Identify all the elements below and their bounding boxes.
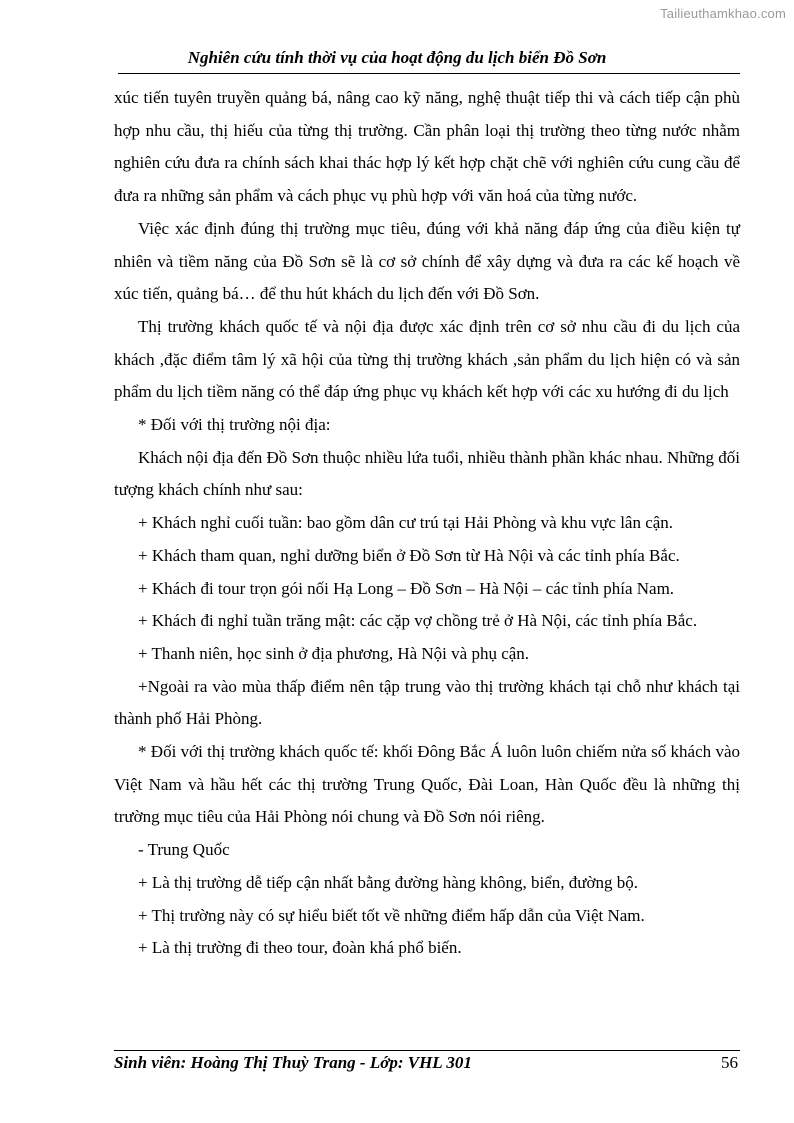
paragraph-continuation: xúc tiến tuyên truyền quảng bá, nâng cao kỹ năng, nghệ thuật tiếp thi và cách tiếp cận phù hợp nhu cầu, thị hiếu của từng thị trường. Cần phân loại thị trường theo từng nước nhằm nghiên cứu đưa ra chính sách khai thác hợp lý kết hợp chặt chẽ với nghiên cứu cung cầu để đưa ra những sản phẩm và cách phục vụ phù hợp với văn hoá của từng nước. (114, 88, 740, 206)
list-item: + Thị trường này có sự hiểu biết tốt về những điểm hấp dẫn của Việt Nam. (138, 905, 645, 925)
paragraph-target-market: Việc xác định đúng thị trường mục tiêu, đúng với khả năng đáp ứng của điều kiện tự nhiên và tiềm năng của Đồ Sơn sẽ là cơ sở chính để xây dựng và đưa ra các kế hoạch về xúc tiến, quảng bá… để thu hút khách du lịch đến với Đồ Sơn. (114, 218, 740, 304)
page-header-title: Nghiên cứu tính thời vụ của hoạt động du lịch biển Đồ Sơn (187, 48, 607, 67)
document-body (114, 82, 740, 965)
footer-divider (114, 1050, 740, 1051)
header-divider (118, 73, 740, 74)
list-item: + Thanh niên, học sinh ở địa phương, Hà Nội và phụ cận. (138, 643, 530, 663)
list-item: + Khách nghỉ cuối tuần: bao gồm dân cư trú tại Hải Phòng và khu vực lân cận. (138, 513, 674, 533)
list-item: + Là thị trường đi theo tour, đoàn khá phổ biến. (138, 938, 462, 958)
footer-author: Sinh viên: Hoàng Thị Thuỳ Trang - Lớp: VHL 301 (114, 1053, 472, 1072)
paragraph-market-basis: Thị trường khách quốc tế và nội địa được xác định trên cơ sở nhu cầu đi du lịch của khách ,đặc điểm tâm lý xã hội của từng thị trường khách ,sản phẩm du lịch hiện có và sản phẩm du lịch tiềm năng có thể đáp ứng phục vụ khách kết hợp với các xu hướng đi du lịch (114, 316, 740, 402)
heading-domestic-market: * Đối với thị trường nội địa: (138, 415, 331, 435)
paragraph-domestic-visitors: Khách nội địa đến Đồ Sơn thuộc nhiều lứa tuổi, nhiều thành phần khác nhau. Những đối tượng khách chính như sau: (114, 447, 740, 500)
heading-international-market: * Đối với thị trường khách quốc tế: khối Đông Bắc Á luôn luôn chiếm nửa số khách vào Việt Nam và hầu hết các thị trường Trung Quốc, Đài Loan, Hàn Quốc đều là những thị trường mục tiêu của Hải Phòng nói chung và Đồ Sơn nói riêng. (114, 742, 740, 827)
list-item: + Khách tham quan, nghỉ dưỡng biển ở Đồ Sơn từ Hà Nội và các tỉnh phía Bắc. (138, 545, 680, 565)
page-number: 56 (721, 1053, 738, 1072)
list-item: +Ngoài ra vào mùa thấp điểm nên tập trung vào thị trường khách tại chỗ như khách tại thành phố Hải Phòng. (114, 676, 740, 729)
watermark: Tailieuthamkhao.com (660, 6, 786, 21)
list-item: + Khách đi tour trọn gói nối Hạ Long – Đồ Sơn – Hà Nội – các tỉnh phía Nam. (138, 578, 675, 598)
subheading-china: - Trung Quốc (138, 840, 230, 860)
list-item: + Là thị trường dễ tiếp cận nhất bằng đường hàng không, biển, đường bộ. (138, 872, 638, 892)
list-item: + Khách đi nghỉ tuần trăng mật: các cặp vợ chồng trẻ ở Hà Nội, các tỉnh phía Bắc. (138, 611, 698, 631)
